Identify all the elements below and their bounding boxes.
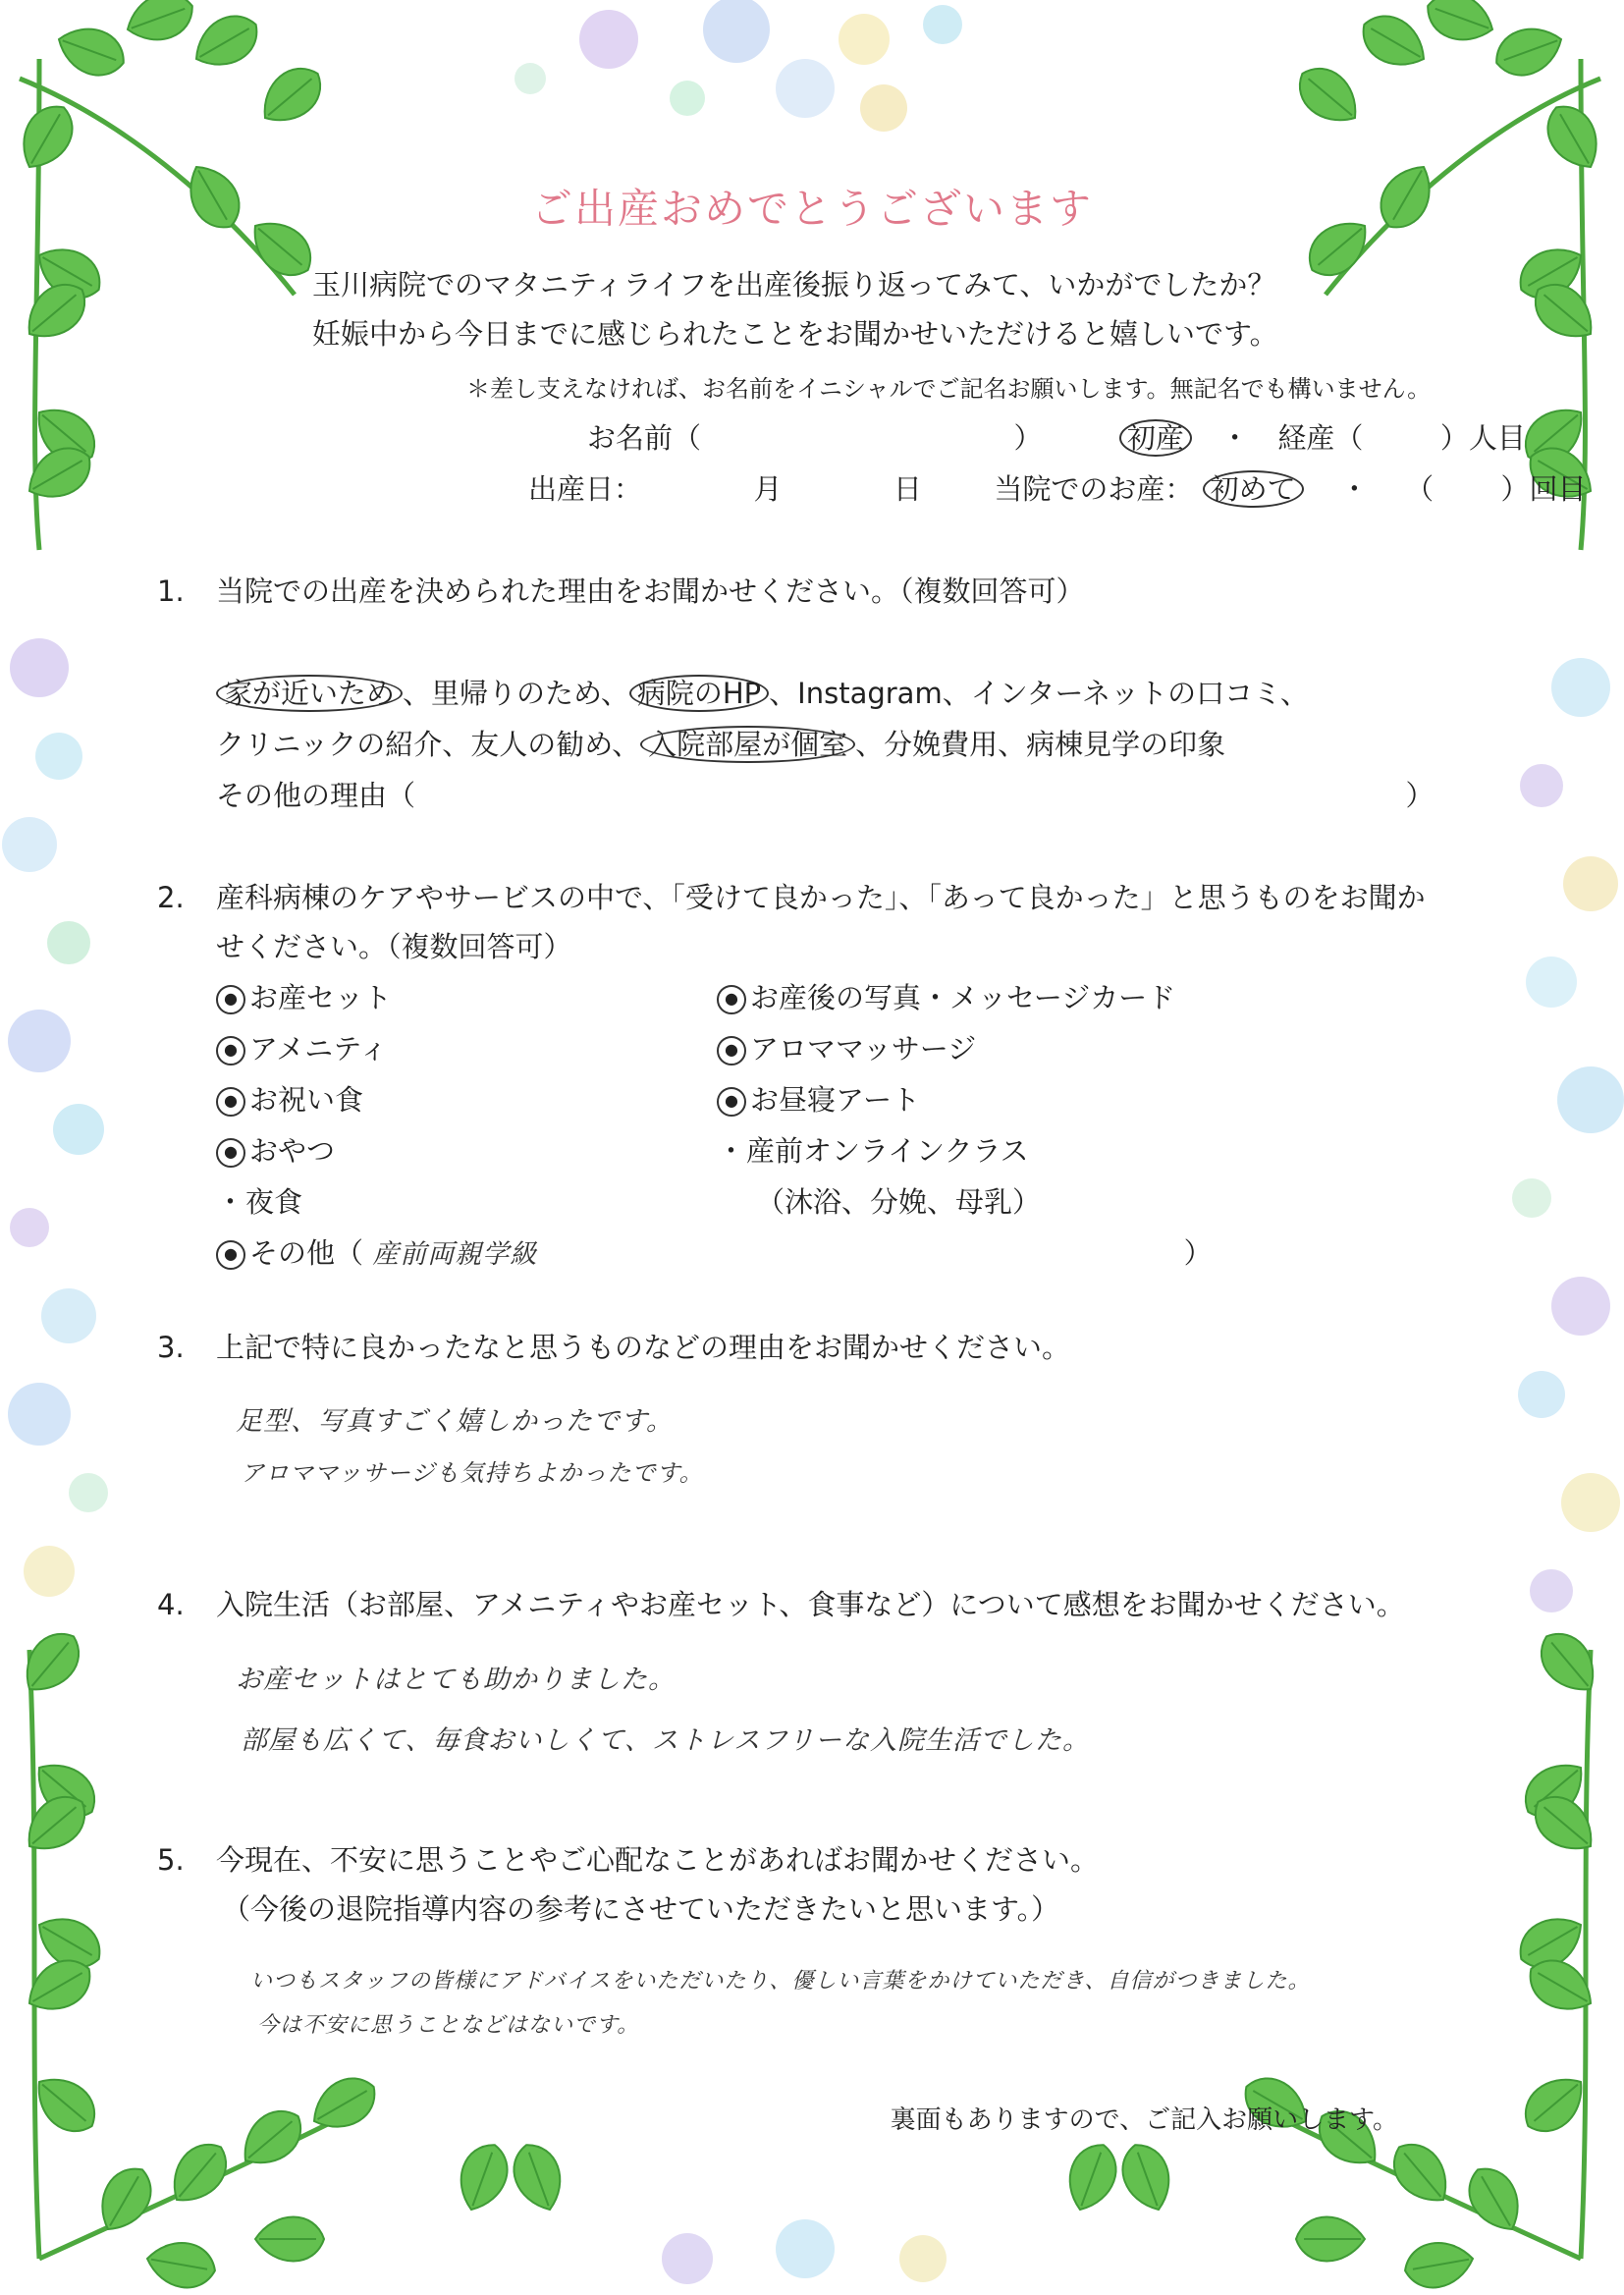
option-text: 、分娩費用、病棟見学の印象 — [855, 728, 1226, 761]
question-text: 当院での出産を決められた理由をお聞かせください。（複数回答可） — [216, 574, 1085, 608]
question-text: 今現在、不安に思うことやご心配なことがあればお聞かせください。 — [216, 1843, 1100, 1877]
option-photo-card[interactable] — [717, 972, 1175, 1023]
footer-note: 裏面もありますので、ご記入お願いします。 — [890, 2105, 1398, 2135]
question-number: 2. — [157, 881, 185, 914]
question-number: 3. — [157, 1331, 185, 1364]
other-answer[interactable]: 産前両親学級 — [372, 1239, 538, 1270]
q5-answer-line-2[interactable]: 今は不安に思うことなどはないです。 — [257, 2013, 640, 2038]
birth-date-row — [528, 467, 1587, 508]
option-other[interactable] — [216, 1228, 1213, 1281]
bullet-icon: ・ — [717, 1134, 746, 1168]
check-mark-icon: ● — [717, 1087, 746, 1117]
option-private-room[interactable]: 入院部屋が個室 — [640, 726, 855, 763]
nth-child-label: ）人目 — [1439, 421, 1526, 455]
question-2 — [157, 876, 1426, 916]
check-mark-icon: ● — [216, 1138, 245, 1168]
online-class-topics: （沐浴、分娩、母乳） — [756, 1185, 1042, 1219]
first-time-option[interactable]: 初めて — [1203, 470, 1304, 508]
name-row — [587, 416, 1526, 457]
check-mark-icon: ● — [216, 1087, 245, 1117]
q3-answer-line-1[interactable]: 足型、写真すごく嬉しかったです。 — [236, 1406, 674, 1437]
name-close: ） — [1013, 421, 1043, 455]
option-label: 産前オンラインクラス — [746, 1134, 1029, 1168]
intro-line-1: 玉川病院でのマタニティライフを出産後振り返ってみて、いかがでしたか？ — [312, 268, 1276, 301]
q5-answer-line-1[interactable]: いつもスタッフの皆様にアドバイスをいただいたり、優しい言葉をかけていただき、自信がつきました。 — [250, 1969, 1311, 1994]
option-label: お産後の写真・メッセージカード — [750, 981, 1176, 1014]
separator: ・ — [1339, 472, 1369, 506]
option-label: 夜食 — [245, 1185, 303, 1219]
option-label: アロママッサージ — [750, 1032, 977, 1066]
option-label: お昼寝アート — [750, 1083, 921, 1117]
q4-answer-line-1[interactable]: お産セットはとても助かりました。 — [236, 1665, 676, 1695]
q4-answer-line-2[interactable]: 部屋も広くて、毎食おいしくて、ストレスフリーな入院生活でした。 — [241, 1725, 1091, 1756]
question-text: 上記で特に良かったなと思うものなどの理由をお聞かせください。 — [216, 1331, 1071, 1364]
question-1 — [157, 570, 1085, 610]
question-text: 産科病棟のケアやサービスの中で、「受けて良かった」、「あって良かった」と思うものをお聞か — [216, 881, 1426, 914]
option-hospital-hp[interactable]: 病院のHP — [629, 675, 769, 712]
question-number: 5. — [157, 1843, 185, 1877]
other-reason-label: その他の理由（ — [216, 779, 416, 812]
option-label: おやつ — [249, 1134, 336, 1168]
q2-right-options — [717, 972, 1175, 1228]
multi-birth-option[interactable]: 経産（ — [1277, 421, 1364, 455]
other-reason-close: ） — [1405, 779, 1435, 812]
birth-date-label: 出産日： — [528, 472, 643, 506]
option-text: クリニックの紹介、友人の勧め、 — [216, 728, 641, 761]
check-mark-icon: ● — [717, 1036, 746, 1066]
check-mark-icon: ● — [717, 985, 746, 1014]
q1-options — [216, 668, 1434, 821]
check-mark-icon: ● — [216, 985, 245, 1014]
intro-line-2: 妊娠中から今日までに感じられたことをお聞かせいただけると嬉しいです。 — [312, 317, 1278, 351]
option-near-home[interactable]: 家が近いため — [216, 675, 403, 712]
question-number: 4. — [157, 1588, 185, 1621]
first-birth-option[interactable]: 初産 — [1119, 419, 1192, 457]
question-number: 1. — [157, 574, 185, 608]
question-2-cont: せください。（複数回答可） — [216, 930, 572, 963]
option-label: お産セット — [249, 981, 393, 1014]
option-aroma-massage[interactable] — [717, 1023, 1175, 1074]
question-text: 入院生活（お部屋、アメニティやお産セット、食事など）について感想をお聞かせください。 — [216, 1588, 1405, 1621]
day-label: 日 — [893, 472, 922, 506]
name-label: お名前（ — [587, 421, 702, 455]
check-mark-icon: ● — [216, 1240, 245, 1270]
question-3 — [157, 1326, 1070, 1366]
page-title: ご出産おめでとうございます — [530, 185, 1093, 233]
check-mark-icon: ● — [216, 1036, 245, 1066]
separator: ・ — [1220, 421, 1250, 455]
privacy-note: ＊差し支えなければ、お名前をイニシャルでご記名お願いします。無記名でも構いません。 — [466, 375, 1432, 403]
question-5-cont: （今後の退院指導内容の参考にさせていただきたいと思います。） — [222, 1892, 1060, 1926]
question-4 — [157, 1583, 1405, 1623]
other-close: ） — [1183, 1236, 1213, 1270]
option-text: 、Instagram、インターネットの口コミ、 — [769, 677, 1309, 710]
option-online-class[interactable] — [717, 1125, 1175, 1176]
month-label: 月 — [753, 472, 783, 506]
q3-answer-line-2[interactable]: アロママッサージも気持ちよかったです。 — [241, 1459, 704, 1487]
option-label: その他（ — [249, 1236, 364, 1270]
option-label: お祝い食 — [249, 1083, 364, 1117]
hospital-birth-label: 当院でのお産： — [994, 472, 1194, 506]
question-5 — [157, 1838, 1099, 1879]
times-open: （ — [1405, 472, 1435, 506]
option-label: アメニティ — [249, 1032, 388, 1066]
times-label: ）回目 — [1500, 472, 1587, 506]
bullet-icon: ・ — [216, 1185, 245, 1219]
option-nap-art[interactable] — [717, 1074, 1175, 1125]
option-text: 、里帰りのため、 — [403, 677, 629, 710]
